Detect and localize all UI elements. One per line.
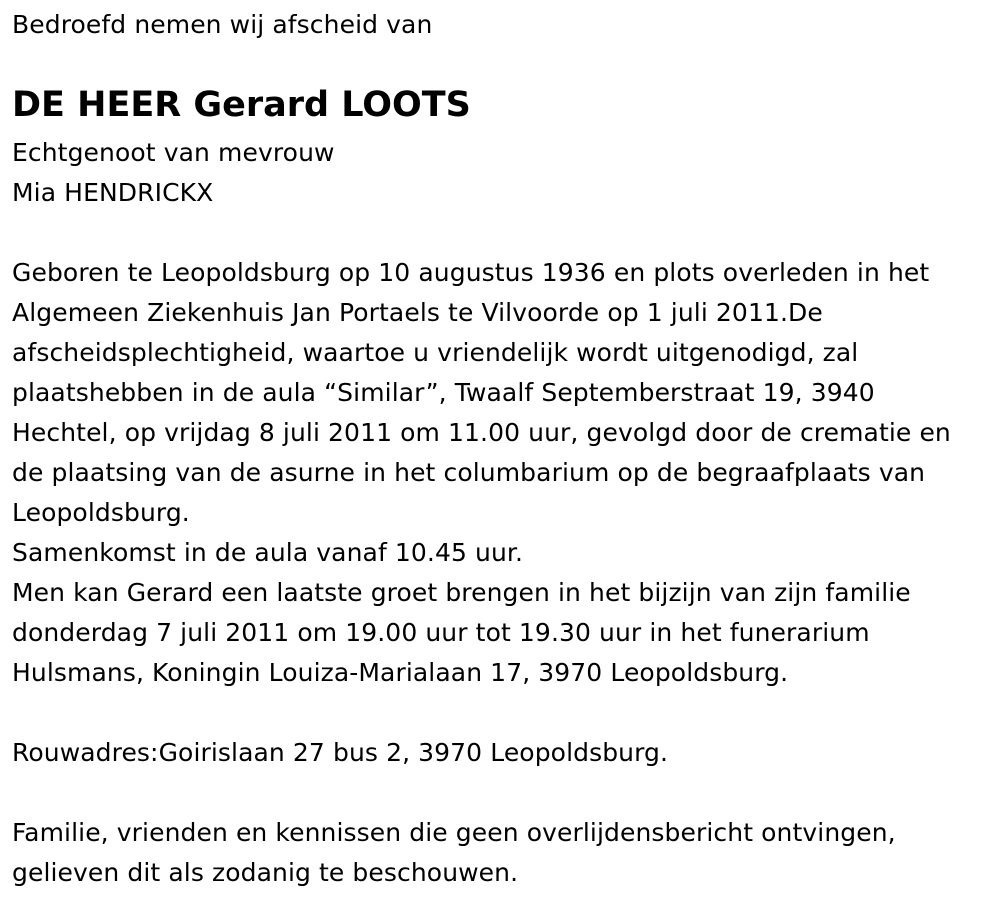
spouse-line: Echtgenoot van mevrouw: [12, 138, 335, 167]
spouse-name: Mia HENDRICKX: [12, 178, 214, 207]
closing-line: gelieven dit als zodanig te beschouwen.: [12, 858, 519, 887]
visitation-line: Hulsmans, Koningin Louiza-Marialaan 17, 3970 Leopoldsburg.: [12, 658, 789, 687]
details-line: Geboren te Leopoldsburg op 10 augustus 1936 en plots overleden in het: [12, 258, 930, 287]
details-paragraph: [12, 253, 951, 693]
details-line: Leopoldsburg.: [12, 498, 190, 527]
mourning-address: [12, 733, 668, 773]
deceased-name: DE HEER Gerard LOOTS: [12, 85, 471, 125]
details-line: plaatshebben in de aula “Similar”, Twaalf Septemberstraat 19, 3940: [12, 378, 875, 407]
details-line: afscheidsplechtigheid, waartoe u vriendelijk wordt uitgenodigd, zal: [12, 338, 859, 367]
closing-note: [12, 813, 896, 893]
gathering-line: Samenkomst in de aula vanaf 10.45 uur.: [12, 538, 524, 567]
visitation-line: Men kan Gerard een laatste groet brengen in het bijzijn van zijn familie: [12, 578, 911, 607]
closing-line: Familie, vrienden en kennissen die geen overlijdensbericht ontvingen,: [12, 818, 896, 847]
details-line: Hechtel, op vrijdag 8 juli 2011 om 11.00 uur, gevolgd door de crematie en: [12, 418, 951, 447]
details-line: de plaatsing van de asurne in het columbarium op de begraafplaats van: [12, 458, 926, 487]
intro-text: Bedroefd nemen wij afscheid van: [12, 10, 433, 39]
mourning-address-line: Rouwadres:Goirislaan 27 bus 2, 3970 Leopoldsburg.: [12, 738, 669, 767]
visitation-line: donderdag 7 juli 2011 om 19.00 uur tot 19.30 uur in het funerarium: [12, 618, 870, 647]
spouse-block: [12, 133, 335, 213]
details-line: Algemeen Ziekenhuis Jan Portaels te Vilvoorde op 1 juli 2011.De: [12, 298, 823, 327]
